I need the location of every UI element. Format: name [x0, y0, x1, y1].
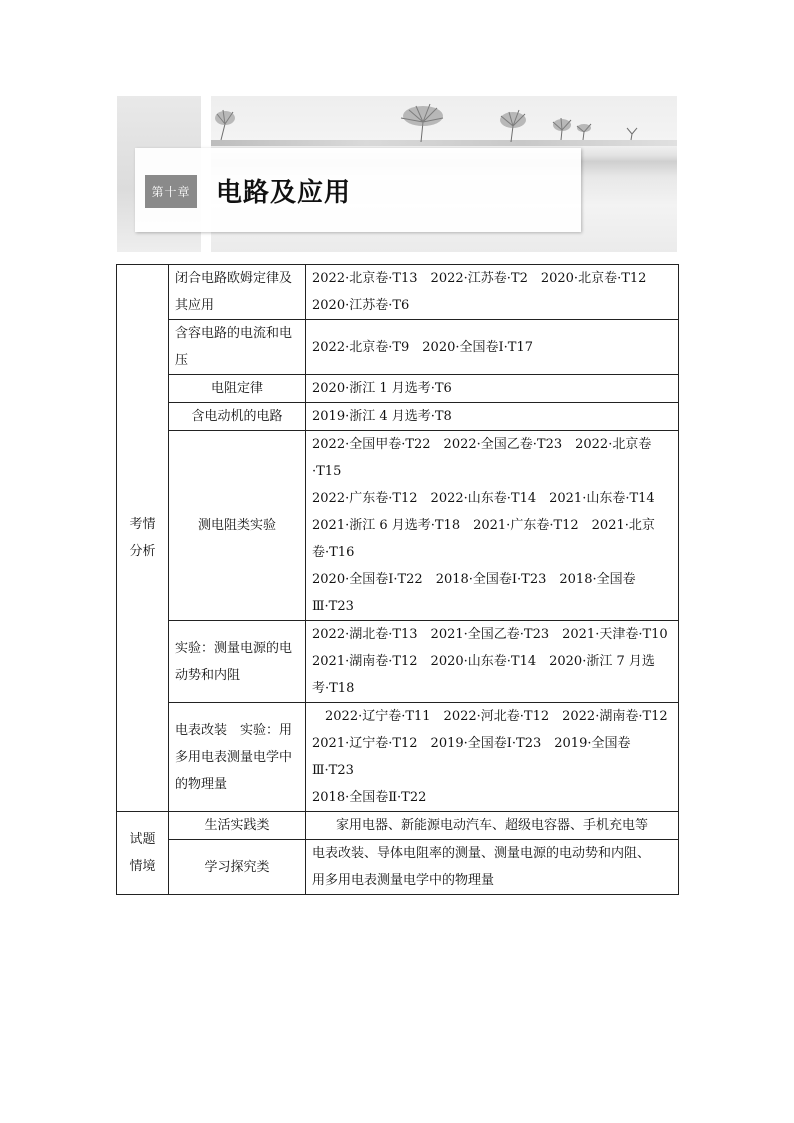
refs-cell: 2022·全国甲卷·T22 2022·全国乙卷·T23 2022·北京卷·T15 2022·广东卷·T12 2022·山东卷·T14 2021·山东卷·T14 2021·浙江 6 月选考·T18 2021·广东卷·T12 2021·北京 卷·T16 2020·全国卷Ⅰ·T22 2018·全国卷Ⅰ·T23 2018·全国卷 Ⅲ·T23	[306, 431, 679, 621]
table-row	[117, 320, 679, 375]
topic-cell: 生活实践类	[169, 812, 306, 840]
category-scenarios: 试题 情境	[117, 812, 169, 895]
refs-cell: 2022·辽宁卷·T11 2022·河北卷·T12 2022·湖南卷·T12 2021·辽宁卷·T12 2019·全国卷Ⅰ·T23 2019·全国卷Ⅲ·T23 2018·全国卷Ⅱ·T22	[306, 703, 679, 812]
topic-cell: 电阻定律	[169, 375, 306, 403]
table-row	[117, 812, 679, 840]
topic-cell: 实验：测量电源的电动势和内阻	[169, 621, 306, 703]
refs-cell: 2022·湖北卷·T13 2021·全国乙卷·T23 2021·天津卷·T10 2021·湖南卷·T12 2020·山东卷·T14 2020·浙江 7 月选 考·T18	[306, 621, 679, 703]
table-row	[117, 265, 679, 320]
exam-analysis-table	[116, 264, 679, 895]
table-row	[117, 840, 679, 895]
chapter-title-card	[135, 148, 581, 232]
banner-trees-illustration	[211, 96, 677, 156]
refs-cell: 2019·浙江 4 月选考·T8	[306, 403, 679, 431]
refs-cell: 2020·浙江 1 月选考·T6	[306, 375, 679, 403]
topic-cell: 学习探究类	[169, 840, 306, 895]
table-row	[117, 375, 679, 403]
table-row	[117, 621, 679, 703]
category-exam-analysis: 考情 分析	[117, 265, 169, 812]
chapter-number-badge: 第十章	[145, 175, 197, 208]
refs-cell: 2022·北京卷·T9 2020·全国卷Ⅰ·T17	[306, 320, 679, 375]
chapter-title: 电路及应用	[216, 178, 352, 208]
table-row	[117, 431, 679, 621]
table-row	[117, 703, 679, 812]
table-row	[117, 403, 679, 431]
refs-cell: 家用电器、新能源电动汽车、超级电容器、手机充电等	[306, 812, 679, 840]
topic-cell: 测电阻类实验	[169, 431, 306, 621]
topic-cell: 含容电路的电流和电压	[169, 320, 306, 375]
topic-cell: 电表改装 实验：用多用电表测量电学中的物理量	[169, 703, 306, 812]
topic-cell: 闭合电路欧姆定律及其应用	[169, 265, 306, 320]
refs-cell: 2022·北京卷·T13 2022·江苏卷·T2 2020·北京卷·T12 2020·江苏卷·T6	[306, 265, 679, 320]
refs-cell: 电表改装、导体电阻率的测量、测量电源的电动势和内阻、 用多用电表测量电学中的物理量	[306, 840, 679, 895]
topic-cell: 含电动机的电路	[169, 403, 306, 431]
